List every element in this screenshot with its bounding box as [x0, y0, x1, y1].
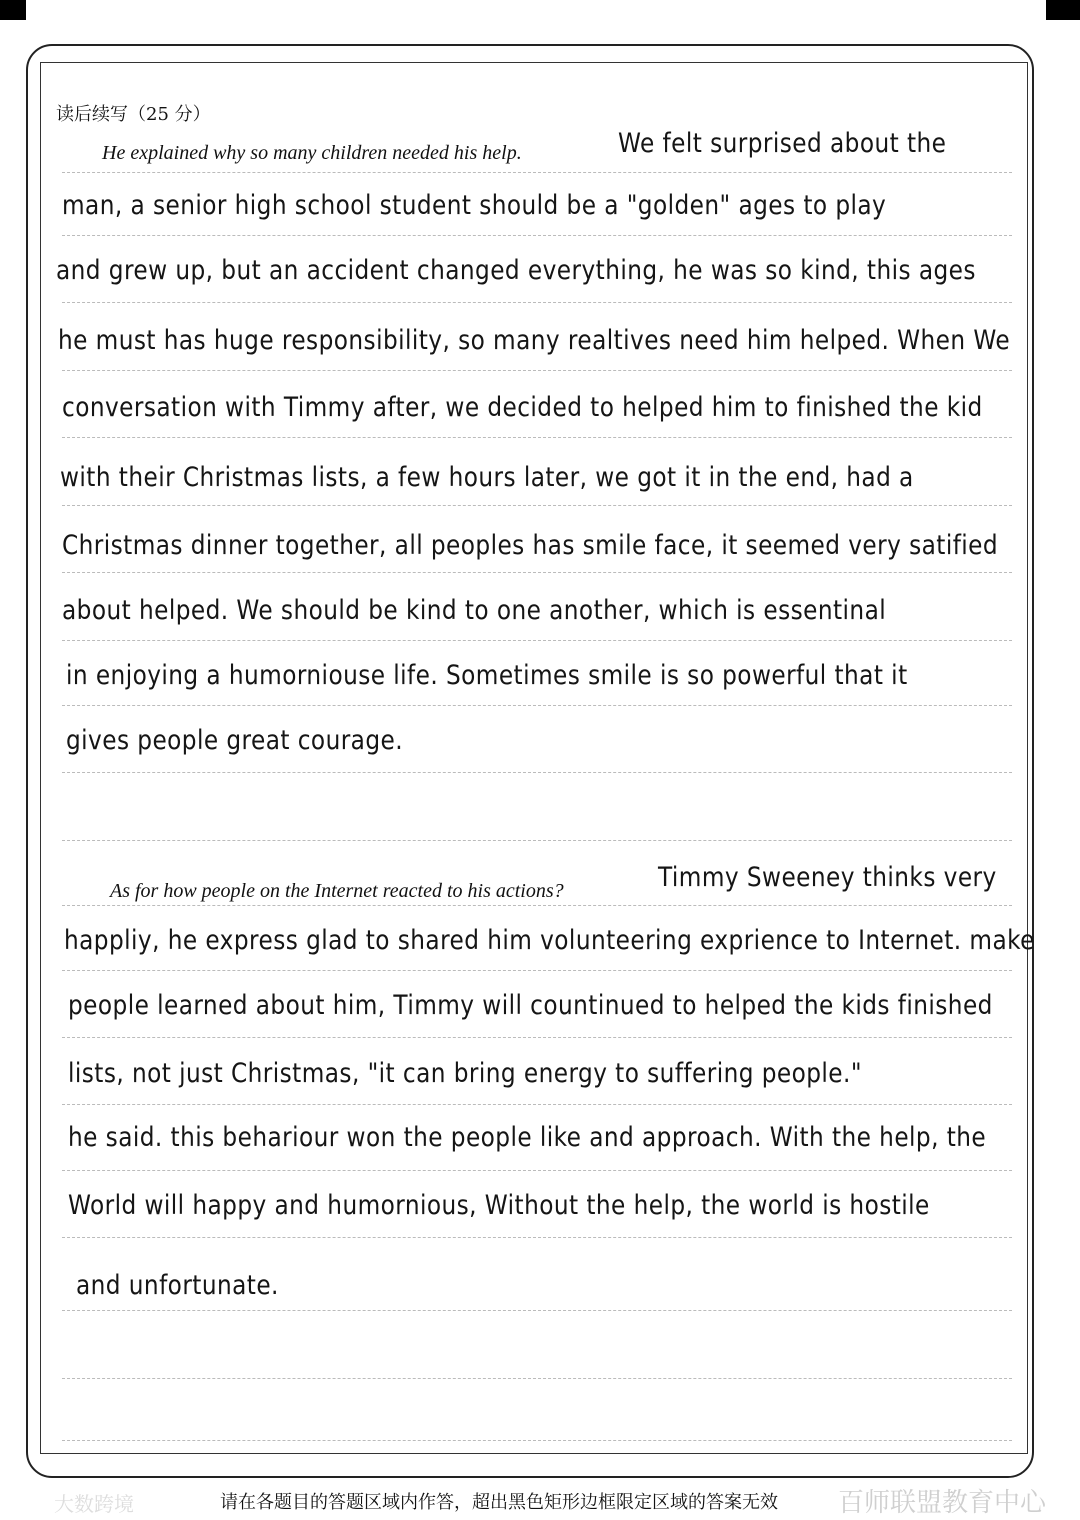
- registration-mark-right: [1046, 0, 1080, 20]
- handwriting-line: We felt surprised about the: [618, 128, 947, 159]
- prompt-2: As for how people on the Internet reacted to his actions?: [110, 880, 564, 902]
- section-heading: 读后续写（25 分）: [56, 104, 211, 125]
- ruled-line: [62, 840, 1012, 841]
- handwriting-line: gives people great courage.: [66, 725, 404, 756]
- ruled-line: [62, 1378, 1012, 1379]
- ruled-line: [62, 172, 1012, 173]
- handwriting-line: about helped. We should be kind to one another, which is essentinal: [62, 595, 887, 626]
- handwriting-line: with their Christmas lists, a few hours later, we got it in the end, had a: [60, 462, 914, 493]
- handwriting-line: Timmy Sweeney thinks very: [658, 862, 997, 893]
- ruled-line: [62, 905, 1012, 906]
- ruled-line: [62, 437, 1012, 438]
- handwriting-line: in enjoying a humorniouse life. Sometimes smile is so powerful that it: [66, 660, 908, 691]
- handwriting-line: he said. this behariour won the people like and approach. With the help, the: [68, 1122, 987, 1153]
- ruled-line: [62, 235, 1012, 236]
- watermark-brand: 百师联盟教育中心: [838, 1488, 1047, 1518]
- ruled-line: [62, 1104, 1012, 1105]
- handwriting-line: conversation with Timmy after, we decided to helped him to finished the kid: [62, 392, 983, 423]
- ruled-line: [62, 370, 1012, 371]
- handwriting-line: people learned about him, Timmy will countinued to helped the kids finished: [68, 990, 993, 1021]
- handwriting-line: and grew up, but an accident changed everything, he was so kind, this ages: [56, 255, 976, 286]
- handwriting-line: and unfortunate.: [76, 1270, 279, 1301]
- handwriting-line: happliy, he express glad to shared him volunteering exprience to Internet. make: [64, 925, 1035, 956]
- ruled-line: [62, 1037, 1012, 1038]
- watermark-corner: 大数跨境: [54, 1492, 134, 1516]
- ruled-line: [62, 1237, 1012, 1238]
- handwriting-line: he must has huge responsibility, so many realtives need him helped. When We: [58, 325, 1011, 356]
- handwriting-line: lists, not just Christmas, "it can bring energy to suffering people.": [68, 1058, 862, 1089]
- ruled-line: [62, 1170, 1012, 1171]
- ruled-line: [62, 970, 1012, 971]
- ruled-line: [62, 705, 1012, 706]
- handwriting-line: man, a senior high school student should be a "golden" ages to play: [62, 190, 887, 221]
- ruled-line: [62, 1310, 1012, 1311]
- handwriting-line: World will happy and humornious, Without the help, the world is hostile: [68, 1190, 930, 1221]
- footer-instruction: 请在各题目的答题区域内作答，超出黑色矩形边框限定区域的答案无效: [220, 1492, 778, 1513]
- ruled-line: [62, 302, 1012, 303]
- ruled-line: [62, 572, 1012, 573]
- ruled-line: [62, 772, 1012, 773]
- ruled-line: [62, 505, 1012, 506]
- ruled-line: [62, 1440, 1012, 1441]
- prompt-1: He explained why so many children needed his help.: [102, 142, 522, 164]
- registration-mark-left: [0, 0, 26, 20]
- ruled-line: [62, 640, 1012, 641]
- handwriting-line: Christmas dinner together, all peoples has smile face, it seemed very satified: [62, 530, 999, 561]
